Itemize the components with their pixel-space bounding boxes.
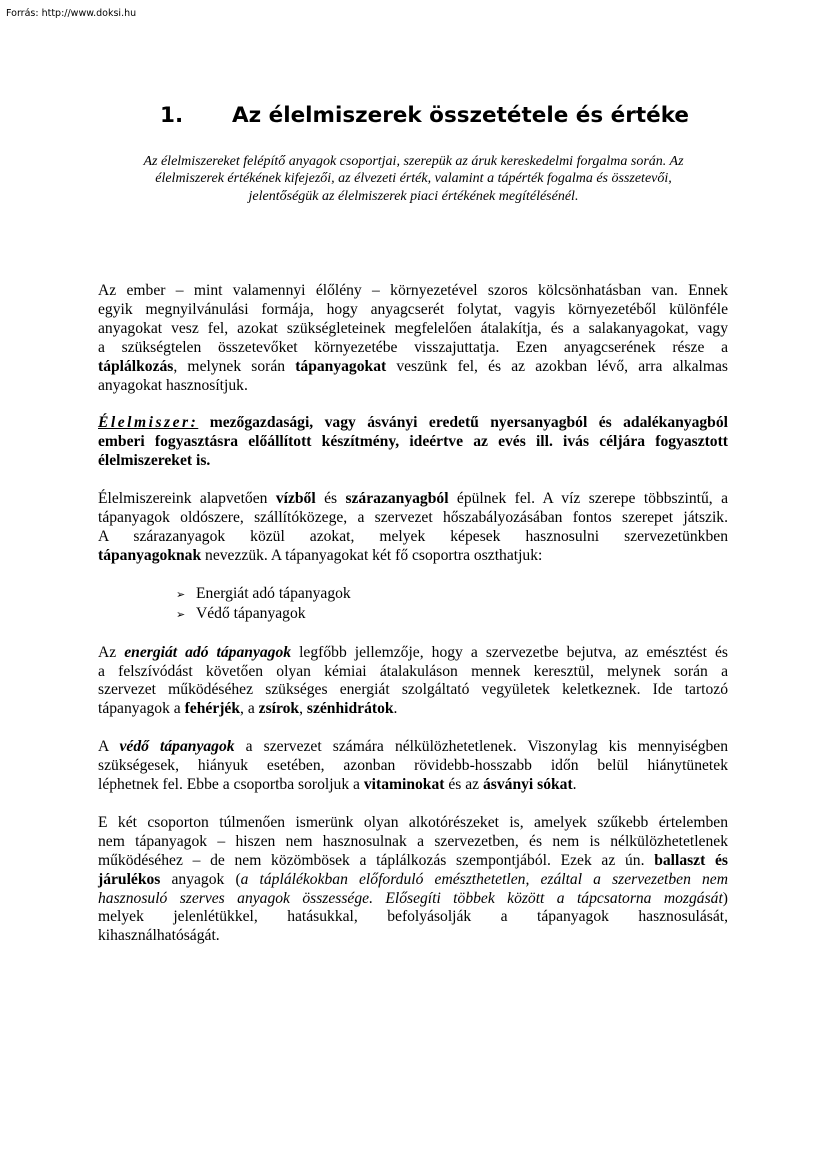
- term-ballaszt: ballaszt és: [654, 851, 728, 869]
- term-zsirok: zsírok: [258, 700, 300, 718]
- term-vedo: védő tápanyagok: [119, 738, 235, 756]
- text-line: léphetnek fel. Ebbe a csoportba soroljuk a vitaminokat és az ásványi sókat.: [98, 776, 577, 794]
- term-vitaminokat: vitaminokat: [363, 776, 445, 794]
- text-line: egyik megnyilvánulási formája, hogy anyagcserét folytat, vagyis környezetéből különféle: [98, 300, 728, 318]
- list-item: ➢ Energiát adó tápanyagok: [176, 585, 728, 605]
- paragraph-ballast: [98, 814, 728, 946]
- text-line: Az ember – mint valamennyi élőlény – környezetével szoros kölcsönhatásban van. Ennek: [98, 282, 728, 299]
- term-jarulekos: járulékos: [98, 870, 161, 888]
- chapter-title-text: Az élelmiszerek összetétele és értéke: [232, 103, 690, 128]
- nutrient-group-list: [98, 585, 728, 625]
- text-line: melyek jelenlétükkel, hatásukkal, befolyásolják a tápanyagok hasznosulását,: [98, 908, 728, 926]
- paragraph-intro: [98, 282, 728, 395]
- text-line: nem tápanyagok – hiszen nem hasznosulnak a szervezetben, és nem is nélkülözhetetlenek: [98, 832, 728, 850]
- text-line: szükségesek, hiányuk esetében, azonban rövidebb-hosszabb időn belül hiánytünetek: [98, 757, 728, 775]
- term-tapanyagoknak: tápanyagoknak: [98, 546, 202, 564]
- text-line: A védő tápanyagok a szervezet számára nélkülözhetetlenek. Viszonylag kis mennyiségben: [98, 738, 729, 756]
- term-taplalkozas: táplálkozás: [98, 357, 174, 375]
- paragraph-protective-nutrients: [98, 738, 728, 795]
- text-line: a felszívódást követően olyan kémiai átalakuláson mennek keresztül, melynek során a: [98, 662, 728, 680]
- text-line: járulékos anyagok (a táplálékokban előforduló emészthetetlen, ezáltal a szervezetben nem: [98, 870, 728, 888]
- text-line: anyagokat vesz fel, azokat szükségleteinek megfelelően átalakítja, és a salakanyagokat, vagy: [98, 319, 728, 337]
- text-line: emberi fogyasztásra előállított készítmény, ideértve az evés ill. ivás céljára fogyasztott: [98, 433, 728, 451]
- paragraph-energy-nutrients: [98, 644, 728, 720]
- term-szenhidratok: szénhidrátok: [306, 700, 394, 718]
- text-line: működéséhez – de nem közömbösek a táplálkozás szempontjából. Ezek az ún. ballaszt és: [98, 851, 728, 869]
- text-line: anyagokat hasznosítjuk.: [98, 376, 248, 394]
- text-line: Élelmiszer: mezőgazdasági, vagy ásványi eredetű nyersanyagból és adalékanyagból: [98, 414, 728, 432]
- text-line: hasznosuló szerves anyagok összessége. Elősegíti többek között a tápcsatorna mozgását): [98, 889, 728, 907]
- text-line: a szükségtelen összetevőket környezetébe visszajuttatja. Ezen anyagcserének része a: [98, 338, 728, 356]
- text-line: Élelmiszereink alapvetően vízből és szárazanyagból épülnek fel. A víz szerepe többszintű, a: [98, 490, 729, 508]
- arrow-bullet-icon: ➢: [176, 587, 186, 601]
- text-line: tápanyagok oldószere, szállítóközege, a szervezet hőszabályozásában fontos szerepet játszik.: [98, 509, 728, 527]
- source-note: Forrás: http://www.doksi.hu: [6, 8, 137, 19]
- arrow-bullet-icon: ➢: [176, 607, 186, 621]
- abstract-line: élelmiszerek értékének kifejezői, az élvezeti érték, valamint a tápérték fogalma és összetevői,: [155, 171, 672, 187]
- abstract-line: jelentőségük az élelmiszerek piaci értékének megítélésénél.: [248, 188, 579, 204]
- text-line: szervezet működéséhez szükséges energiát szolgáltató vegyületek keletkeznek. Ide tartozó: [98, 681, 728, 699]
- term-vizbol: vízből: [275, 490, 316, 508]
- definition-term: Élelmiszer:: [98, 414, 199, 432]
- text-line: táplálkozás, melynek során tápanyagokat veszünk fel, és az azokban lévő, arra alkalmas: [98, 357, 728, 375]
- term-tapanyagokat: tápanyagokat: [295, 357, 387, 375]
- term-energiat-ado: energiát adó tápanyagok: [124, 643, 292, 661]
- text-line: Az energiát adó tápanyagok legfőbb jellemzője, hogy a szervezetbe bejutva, az emésztést és: [98, 643, 728, 661]
- definition-block: [98, 414, 728, 471]
- paragraph-composition: [98, 490, 728, 566]
- abstract-line: Az élelmiszereket felépítő anyagok csoportjai, szerepük az áruk kereskedelmi forgalma során. Az: [143, 154, 684, 169]
- text-line: tápanyagok a fehérjék, a zsírok, szénhidrátok.: [98, 700, 398, 718]
- chapter-number: 1.: [160, 103, 184, 128]
- chapter-abstract: [110, 153, 717, 205]
- term-feherjek: fehérjék: [184, 700, 241, 718]
- text-line: tápanyagoknak nevezzük. A tápanyagokat két fő csoportra oszthatjuk:: [98, 546, 543, 564]
- text-line: élelmiszereket is.: [98, 452, 211, 470]
- list-item: ➢ Védő tápanyagok: [176, 605, 728, 625]
- text-line: kihasználhatóságát.: [98, 927, 220, 945]
- text-line: E két csoporton túlmenően ismerünk olyan alkotórészeket is, amelyek szűkebb értelemben: [98, 813, 728, 831]
- text-line: A szárazanyagok közül azokat, melyek képesek hasznosulni szervezetünkben: [98, 527, 728, 545]
- term-szarazanyagbol: szárazanyagból: [345, 490, 449, 508]
- term-asvanyi-sokat: ásványi sókat: [482, 776, 573, 794]
- document-body: [98, 282, 728, 965]
